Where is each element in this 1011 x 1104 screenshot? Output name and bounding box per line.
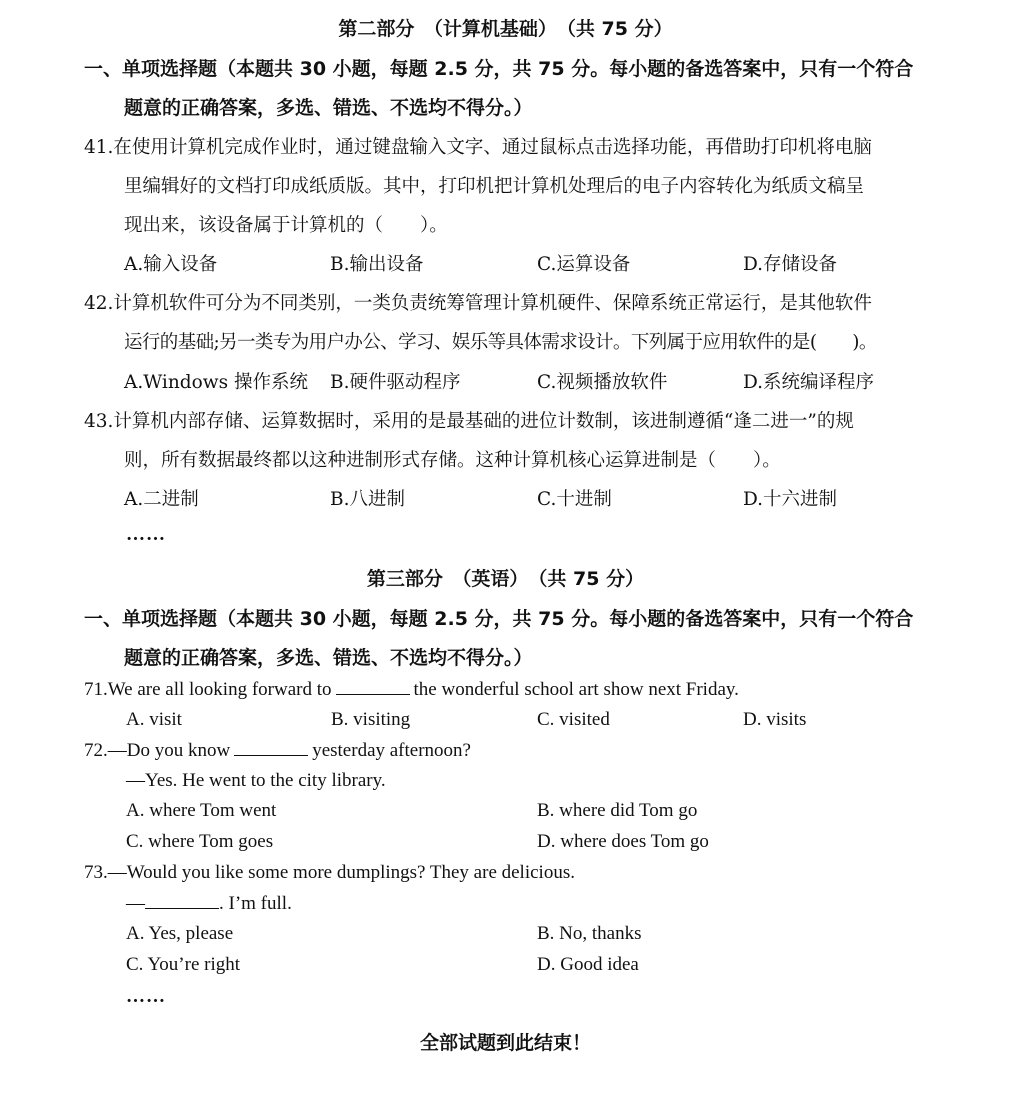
q73-blank [145,891,219,909]
q71-option-d: D. visits [743,709,807,730]
q73-option-d: D. Good idea [537,954,639,975]
q73-reply-after: . I’m full. [219,893,292,914]
q43-line2: 则，所有数据最终都以这种进制形式存储。这种计算机核心运算进制是（ ）。 [124,450,781,471]
q71-blank [336,677,410,695]
part3-heading-line2: 题意的正确答案，多选、错选、不选均不得分。） [124,647,533,669]
q41-line2: 里编辑好的文档打印成纸质版。其中，打印机把计算机处理后的电子内容转化为纸质文稿呈 [124,176,865,197]
q71-stem [84,677,739,702]
q73-option-c: C. You’re right [126,954,241,975]
q72-option-c: C. where Tom goes [126,831,274,852]
exam-end-notice: 全部试题到此结束！ [419,1032,591,1054]
q72-reply: —Yes. He went to the city library. [126,770,386,791]
q72-option-a: A. where Tom went [126,800,277,821]
q41-option-b: B.输出设备 [330,254,424,275]
q72-stem-after: yesterday afternoon? [312,740,471,761]
q42-line2: 运行的基础;另一类专为用户办公、学习、娱乐等具体需求设计。下列属于应用软件的是( )。 [124,332,877,353]
q43-line1: 43.计算机内部存储、运算数据时，采用的是最基础的进位计数制，该进制遵循“逢二进一”的规 [84,411,854,432]
q41-option-a: A.输入设备 [124,254,218,275]
part3-heading-line1: 一、单项选择题（本题共 30 小题，每题 2.5 分，共 75 分。每小题的备选答案中，只有一个符合 [84,608,914,630]
q73-reply-dash: — [126,893,145,914]
q72-option-b: B. where did Tom go [537,800,698,821]
q41-line1: 41.在使用计算机完成作业时，通过键盘输入文字、通过鼠标点击选择功能，再借助打印机将电脑 [84,137,872,158]
q41-option-c: C.运算设备 [537,254,631,275]
q73-option-b: B. No, thanks [537,923,642,944]
q73-option-a: A. Yes, please [126,923,234,944]
q71-option-a: A. visit [126,709,182,730]
q43-option-c: C.十进制 [537,489,612,510]
q73-reply [126,891,292,916]
q43-option-a: A.二进制 [124,489,199,510]
part3-title: 第三部分 （英语） （共 75 分） [366,568,645,590]
q43-option-d: D.十六进制 [743,489,838,510]
q42-option-c: C.视频播放软件 [537,372,668,393]
q42-line1: 42.计算机软件可分为不同类别，一类负责统筹管理计算机硬件、保障系统正常运行，是其他软件 [84,293,872,314]
part2-title: 第二部分 （计算机基础） （共 75 分） [338,18,673,40]
q41-option-d: D.存储设备 [743,254,838,275]
q42-option-b: B.硬件驱动程序 [330,372,461,393]
q73-stem: 73.—Would you like some more dumplings? They are delicious. [84,862,575,883]
q72-stem [84,738,471,763]
q71-stem-before: 71.We are all looking forward to [84,679,332,700]
part2-ellipsis: …… [126,524,166,545]
q42-option-d: D.系统编译程序 [743,372,875,393]
q42-option-a: A.Windows 操作系统 [124,372,308,393]
q43-option-b: B.八进制 [330,489,405,510]
part2-heading-line2: 题意的正确答案，多选、错选、不选均不得分。） [124,97,533,119]
q72-stem-before: 72.—Do you know [84,740,231,761]
part3-ellipsis: …… [126,986,166,1007]
q72-option-d: D. where does Tom go [537,831,709,852]
q41-line3: 现出来，该设备属于计算机的（ ）。 [124,215,448,236]
q71-stem-after: the wonderful school art show next Friday. [413,679,739,700]
q72-blank [234,738,308,756]
part2-heading-line1: 一、单项选择题（本题共 30 小题，每题 2.5 分，共 75 分。每小题的备选答案中，只有一个符合 [84,58,914,80]
q71-option-b: B. visiting [331,709,411,730]
q71-option-c: C. visited [537,709,610,730]
